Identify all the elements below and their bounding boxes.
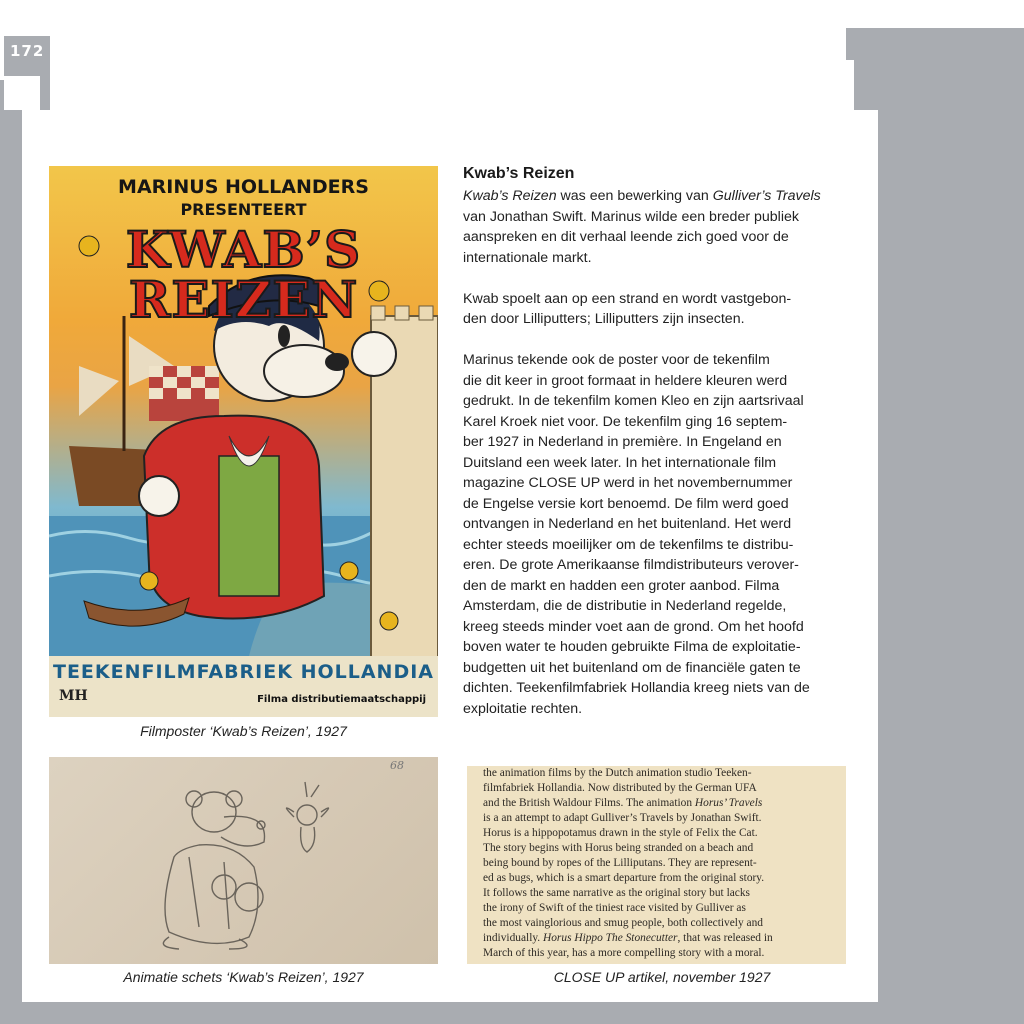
text-line <box>467 811 846 826</box>
article-paragraph <box>463 289 848 330</box>
text-run: budgetten uit het buitenland om de financiële gaten te <box>463 659 801 676</box>
text-line <box>467 826 846 841</box>
film-poster <box>49 166 438 717</box>
text-line <box>463 432 848 453</box>
frame-bottom-bar <box>0 1002 1024 1024</box>
text-line <box>467 931 846 946</box>
text-run: filmfabriek Hollandia. Now distributed by the German UFA <box>483 782 757 794</box>
poster-presents: PRESENTEERT <box>180 200 307 219</box>
text-run: Marinus tekende ook de poster voor de tekenfilm <box>463 352 770 368</box>
text-run: was een bewerking van <box>556 188 713 204</box>
text-line <box>467 946 846 961</box>
text-run: kreeg steeds minder voet aan de grond. Om het hoofd <box>463 618 804 635</box>
text-run: den door Lilliputters; Lilliputters zijn insecten. <box>463 311 745 327</box>
text-line <box>463 678 848 699</box>
text-run: echter steeds moeilijker om de tekenfilms te distribu- <box>463 536 794 553</box>
text-run: is a an attempt to adapt Gulliver’s Travels by Jonathan Swift. <box>483 812 762 824</box>
poster-studio: TEEKENFILMFABRIEK HOLLANDIA <box>52 661 434 683</box>
text-line <box>463 473 848 494</box>
text-run: exploitatie rechten. <box>463 700 583 717</box>
text-line <box>463 412 848 433</box>
text-line <box>463 391 848 412</box>
text-line <box>463 535 848 556</box>
text-run: ber 1927 in Nederland in première. In Engeland en <box>463 434 782 450</box>
text-run: individually. <box>483 932 544 944</box>
italic-text: Gulliver’s Travels <box>712 188 821 204</box>
sketch-caption: Animatie schets ‘Kwab’s Reizen’, 1927 <box>123 969 364 985</box>
text-line <box>463 514 848 535</box>
text-run: die dit keer in groot formaat in heldere kleuren werd <box>463 372 788 389</box>
frame-top-right-notch <box>846 60 854 110</box>
text-line <box>463 555 848 576</box>
text-line <box>463 248 848 269</box>
text-run: the animation films by the Dutch animation studio Teeken- <box>483 767 752 779</box>
text-line <box>467 871 846 886</box>
text-run: ontvangen in Nederland en het buitenland. Het werd <box>463 516 792 532</box>
text-line <box>463 699 848 720</box>
frame-right-block <box>878 28 1024 1024</box>
text-line <box>467 856 846 871</box>
page-number: 172 <box>10 42 45 60</box>
text-line <box>463 186 848 207</box>
text-line <box>463 289 848 310</box>
text-run: Kwab spoelt aan op een strand en wordt vastgebon- <box>463 290 792 307</box>
frame-left-bar <box>0 80 22 1024</box>
text-run: boven water te houden gebruikte Filma de exploitatie- <box>463 639 801 655</box>
text-run: gedrukt. In de tekenfilm komen Kleo en zijn aartsrivaal <box>463 393 804 409</box>
article-paragraph <box>463 350 848 719</box>
text-run: eren. De grote Amerikaanse filmdistributeurs verover- <box>463 557 799 573</box>
text-line <box>467 796 846 811</box>
text-run: Amsterdam, die de distributie in Nederland regelde, <box>463 598 787 614</box>
text-line <box>467 901 846 916</box>
text-line <box>463 637 848 658</box>
text-run: , that was released in <box>677 932 773 944</box>
text-run: den de markt en hadden een groter aanbod. Filma <box>463 577 780 594</box>
text-run: magazine CLOSE UP werd in het novembernummer <box>463 475 793 491</box>
italic-text: Horus Hippo The Stonecutter <box>543 932 678 944</box>
text-line <box>463 350 848 371</box>
italic-text: Horus’ Travels <box>694 797 763 809</box>
text-line <box>463 617 848 638</box>
article-heading: Kwab’s Reizen <box>463 165 575 182</box>
text-line <box>463 227 848 248</box>
text-run: Horus is a hippopotamus drawn in the style of Felix the Cat. <box>483 827 758 839</box>
text-run: internationale markt. <box>463 249 592 266</box>
text-line <box>467 766 846 781</box>
text-line <box>467 781 846 796</box>
italic-text: Kwab’s Reizen <box>463 188 557 204</box>
clipping-caption: CLOSE UP artikel, november 1927 <box>553 969 771 985</box>
sketch-number: 68 <box>390 759 404 772</box>
sketch-drawing <box>49 757 438 964</box>
text-line <box>463 371 848 392</box>
text-line <box>463 596 848 617</box>
text-line <box>463 576 848 597</box>
text-run: the most vainglorious and smug people, both collectively and <box>483 917 763 929</box>
poster-title-line1: KWAB’S <box>125 220 362 279</box>
poster-distributor: Filma distributiemaatschappij <box>257 694 426 705</box>
text-line <box>467 841 846 856</box>
text-run: March of this year, has a more compelling story with a moral. <box>483 947 765 959</box>
text-run: Duitsland een week later. In het internationale film <box>463 454 777 471</box>
text-run: The story begins with Horus being stranded on a beach and <box>483 842 754 854</box>
poster-signature: MH <box>59 688 88 704</box>
text-line <box>463 494 848 515</box>
article-body <box>463 186 848 740</box>
text-run: being bound by ropes of the Lilliputans. They are represent- <box>483 857 757 869</box>
poster-title-line2: REIZEN <box>128 270 359 329</box>
poster-caption: Filmposter ‘Kwab’s Reizen’, 1927 <box>140 723 347 739</box>
text-run: dichten. Teekenfilmfabriek Hollandia kreeg niets van de <box>463 680 810 696</box>
text-line <box>463 453 848 474</box>
text-line <box>463 658 848 679</box>
text-run: ed as bugs, which is a smart departure from the original story. <box>483 872 765 884</box>
text-line <box>467 916 846 931</box>
text-run: Karel Kroek niet voor. De tekenfilm ging 16 septem- <box>463 413 788 430</box>
text-run: de Engelse versie kort benoemd. De film werd goed <box>463 495 789 512</box>
poster-presenter: MARINUS HOLLANDERS <box>118 176 369 198</box>
article-clipping <box>467 766 846 964</box>
animation-sketch <box>49 757 438 964</box>
text-run: and the British Waldour Films. The animation <box>483 797 695 809</box>
text-run: van Jonathan Swift. Marinus wilde een breder publiek <box>463 208 799 225</box>
text-line <box>463 309 848 330</box>
text-run: It follows the same narrative as the original story but lacks <box>483 887 750 899</box>
text-line <box>467 886 846 901</box>
text-line <box>463 207 848 228</box>
article-paragraph <box>463 186 848 268</box>
text-run: aanspreken en dit verhaal leende zich goed voor de <box>463 229 789 245</box>
text-run: the irony of Swift of the tiniest race visited by Gulliver as <box>483 902 746 914</box>
